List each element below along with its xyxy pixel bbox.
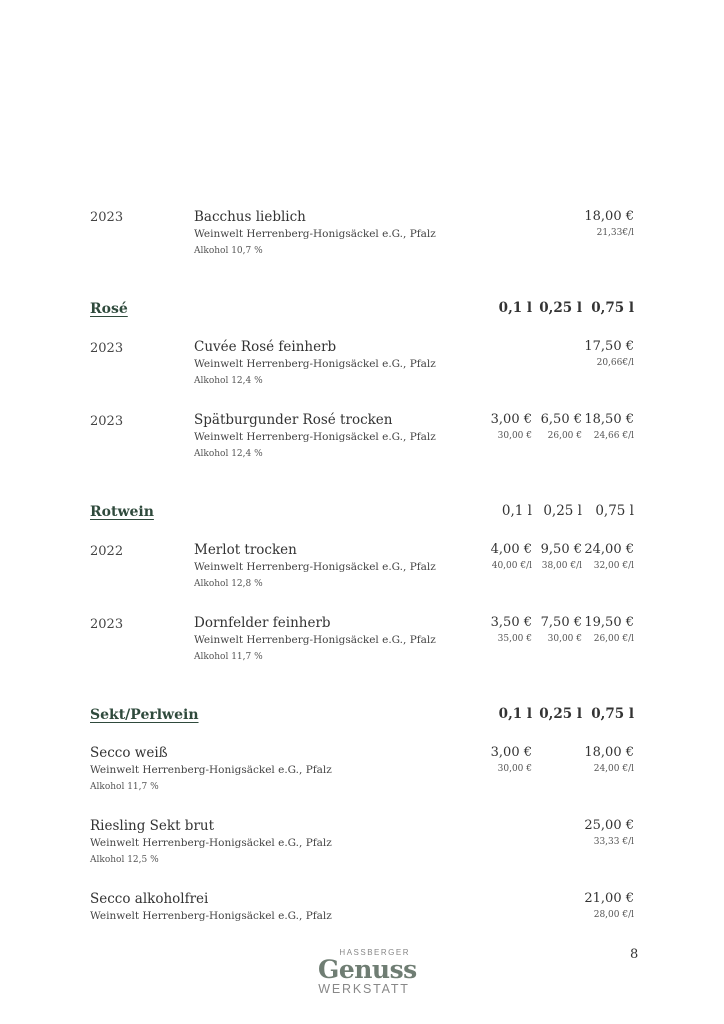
wine-name: Merlot trocken xyxy=(194,542,297,558)
price-025: 6,50 € xyxy=(540,412,582,427)
unit-price-075: 24,66 €/l xyxy=(593,431,634,441)
unit-price-025: 38,00 €/l xyxy=(541,561,582,571)
wine-producer: Weinwelt Herrenberg-Honigsäckel e.G., Pfalz xyxy=(90,910,332,922)
wine-producer: Weinwelt Herrenberg-Honigsäckel e.G., Pfalz xyxy=(90,764,332,776)
wine-producer: Weinwelt Herrenberg-Honigsäckel e.G., Pfalz xyxy=(90,837,332,849)
wine-year: 2023 xyxy=(90,210,124,225)
price-075: 18,00 € xyxy=(584,745,634,760)
wine-year: 2022 xyxy=(90,544,124,559)
wine-name: Spätburgunder Rosé trocken xyxy=(194,412,393,428)
size-header-01: 0,1 l xyxy=(498,300,532,316)
size-header-075: 0,75 l xyxy=(591,706,634,722)
unit-price-025: 26,00 € xyxy=(547,431,582,441)
unit-price-075: 21,33€/l xyxy=(596,228,634,238)
price-075: 25,00 € xyxy=(584,818,634,833)
size-header-01: 0,1 l xyxy=(498,706,532,722)
wine-alcohol: Alkohol 11,7 % xyxy=(194,652,263,662)
size-header-025: 0,25 l xyxy=(543,503,582,519)
price-01: 3,00 € xyxy=(490,745,532,760)
wine-alcohol: Alkohol 12,4 % xyxy=(194,449,263,459)
wine-producer: Weinwelt Herrenberg-Honigsäckel e.G., Pfalz xyxy=(194,561,436,573)
unit-price-01: 30,00 € xyxy=(497,431,532,441)
wine-producer: Weinwelt Herrenberg-Honigsäckel e.G., Pfalz xyxy=(194,228,436,240)
wine-year: 2023 xyxy=(90,414,124,429)
wine-alcohol: Alkohol 10,7 % xyxy=(194,246,263,256)
wine-name: Riesling Sekt brut xyxy=(90,818,215,834)
wine-alcohol: Alkohol 12,4 % xyxy=(194,376,263,386)
size-header-025: 0,25 l xyxy=(539,300,582,316)
price-025: 9,50 € xyxy=(540,542,582,557)
price-01: 3,00 € xyxy=(490,412,532,427)
price-075: 18,00 € xyxy=(584,209,634,224)
unit-price-075: 24,00 €/l xyxy=(593,764,634,774)
wine-producer: Weinwelt Herrenberg-Honigsäckel e.G., Pfalz xyxy=(194,634,436,646)
wine-name: Secco weiß xyxy=(90,745,168,761)
unit-price-025: 30,00 € xyxy=(547,634,582,644)
unit-price-075: 33,33 €/l xyxy=(593,837,634,847)
unit-price-01: 35,00 € xyxy=(497,634,532,644)
wine-producer: Weinwelt Herrenberg-Honigsäckel e.G., Pfalz xyxy=(194,358,436,370)
price-025: 7,50 € xyxy=(540,615,582,630)
unit-price-075: 32,00 €/l xyxy=(593,561,634,571)
wine-name: Secco alkoholfrei xyxy=(90,891,209,907)
price-075: 18,50 € xyxy=(584,412,634,427)
page-number: 8 xyxy=(630,947,639,962)
section-title: Rosé xyxy=(90,301,128,317)
size-header-075: 0,75 l xyxy=(595,503,634,519)
size-header-075: 0,75 l xyxy=(591,300,634,316)
price-075: 24,00 € xyxy=(584,542,634,557)
price-075: 19,50 € xyxy=(584,615,634,630)
wine-alcohol: Alkohol 12,5 % xyxy=(90,855,159,865)
section-title: Rotwein xyxy=(90,504,154,520)
wine-alcohol: Alkohol 12,8 % xyxy=(194,579,263,589)
logo-top-text: HASSBERGER xyxy=(339,948,410,957)
price-01: 4,00 € xyxy=(490,542,532,557)
price-075: 21,00 € xyxy=(584,891,634,906)
wine-name: Bacchus lieblich xyxy=(194,209,306,225)
wine-year: 2023 xyxy=(90,341,124,356)
wine-alcohol: Alkohol 11,7 % xyxy=(90,782,159,792)
wine-name: Dornfelder feinherb xyxy=(194,615,331,631)
section-title: Sekt/Perlwein xyxy=(90,707,199,723)
wine-year: 2023 xyxy=(90,617,124,632)
unit-price-075: 28,00 €/l xyxy=(593,910,634,920)
logo-main-text: Genuss xyxy=(318,955,417,984)
size-header-025: 0,25 l xyxy=(539,706,582,722)
unit-price-01: 30,00 € xyxy=(497,764,532,774)
size-header-01: 0,1 l xyxy=(501,503,532,519)
unit-price-075: 20,66€/l xyxy=(596,358,634,368)
unit-price-075: 26,00 €/l xyxy=(593,634,634,644)
price-01: 3,50 € xyxy=(490,615,532,630)
wine-name: Cuvée Rosé feinherb xyxy=(194,339,337,355)
logo-sub-text: WERKSTATT xyxy=(318,982,410,996)
price-075: 17,50 € xyxy=(584,339,634,354)
unit-price-01: 40,00 €/l xyxy=(491,561,532,571)
logo xyxy=(318,948,417,996)
wine-producer: Weinwelt Herrenberg-Honigsäckel e.G., Pfalz xyxy=(194,431,436,443)
